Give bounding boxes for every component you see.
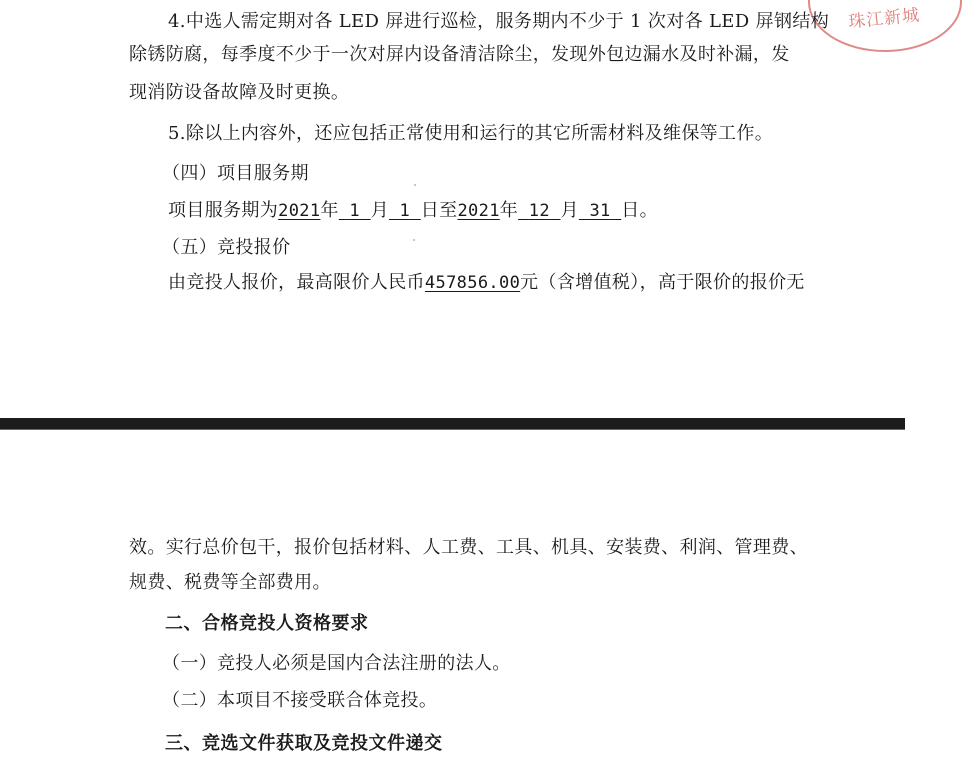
day-end-label: 日。: [621, 200, 658, 221]
red-seal-stamp: [808, 0, 962, 52]
item4-line2: 除锈防腐，每季度不少于一次对屏内设备清洁除尘，发现外包边漏水及时补漏，发: [129, 44, 790, 65]
item4-line1: 4.中选人需定期对各 LED 屏进行巡检，服务期内不少于 1 次对各 LED 屏钢结构: [168, 11, 830, 32]
month-label-2: 月: [560, 200, 579, 221]
continuation-line2: 规费、税费等全部费用。: [129, 572, 331, 593]
document-page-bottom: [0, 430, 905, 774]
year-label-2: 年: [499, 200, 519, 221]
section4-heading: （四）项目服务期: [162, 163, 309, 184]
year-label-1: 年: [320, 200, 339, 221]
end-day: 31: [589, 201, 611, 221]
scan-speck: [414, 184, 416, 186]
month-label-1: 月: [370, 200, 389, 221]
start-day: 1: [399, 201, 411, 221]
price-line: [168, 272, 805, 294]
section2-heading: 二、合格竞投人资格要求: [165, 613, 369, 634]
continuation-line1: 效。实行总价包干，报价包括材料、人工费、工具、机具、安装费、利润、管理费、: [129, 537, 808, 558]
start-year: 2021: [278, 201, 321, 221]
service-period-line: [168, 200, 658, 222]
start-month: 1: [349, 201, 360, 221]
item5-text: 5.除以上内容外，还应包括正常使用和运行的其它所需材料及维保等工作。: [168, 123, 774, 144]
price-suffix: 元（含增值税），高于限价的报价无: [520, 272, 805, 293]
page-break-bar: [0, 418, 905, 430]
scan-speck: [413, 239, 415, 241]
price-amount: 457856.00: [424, 273, 521, 293]
end-year: 2021: [457, 201, 500, 221]
requirement-2: （二）本项目不接受联合体竞投。: [162, 690, 438, 711]
service-period-prefix: 项目服务期为: [168, 200, 279, 221]
requirement-1: （一）竞投人必须是国内合法注册的法人。: [162, 653, 511, 674]
day-to-label: 日至: [420, 200, 458, 221]
item4-line3: 现消防设备故障及时更换。: [129, 82, 350, 103]
section5-heading: （五）竞投报价: [162, 237, 291, 258]
stamp-text: 珠江新城: [847, 5, 922, 33]
price-prefix: 由竞投人报价，最高限价人民币: [168, 272, 425, 293]
end-month: 12: [528, 201, 550, 221]
section3-heading: 三、竞选文件获取及竞投文件递交: [165, 733, 443, 754]
